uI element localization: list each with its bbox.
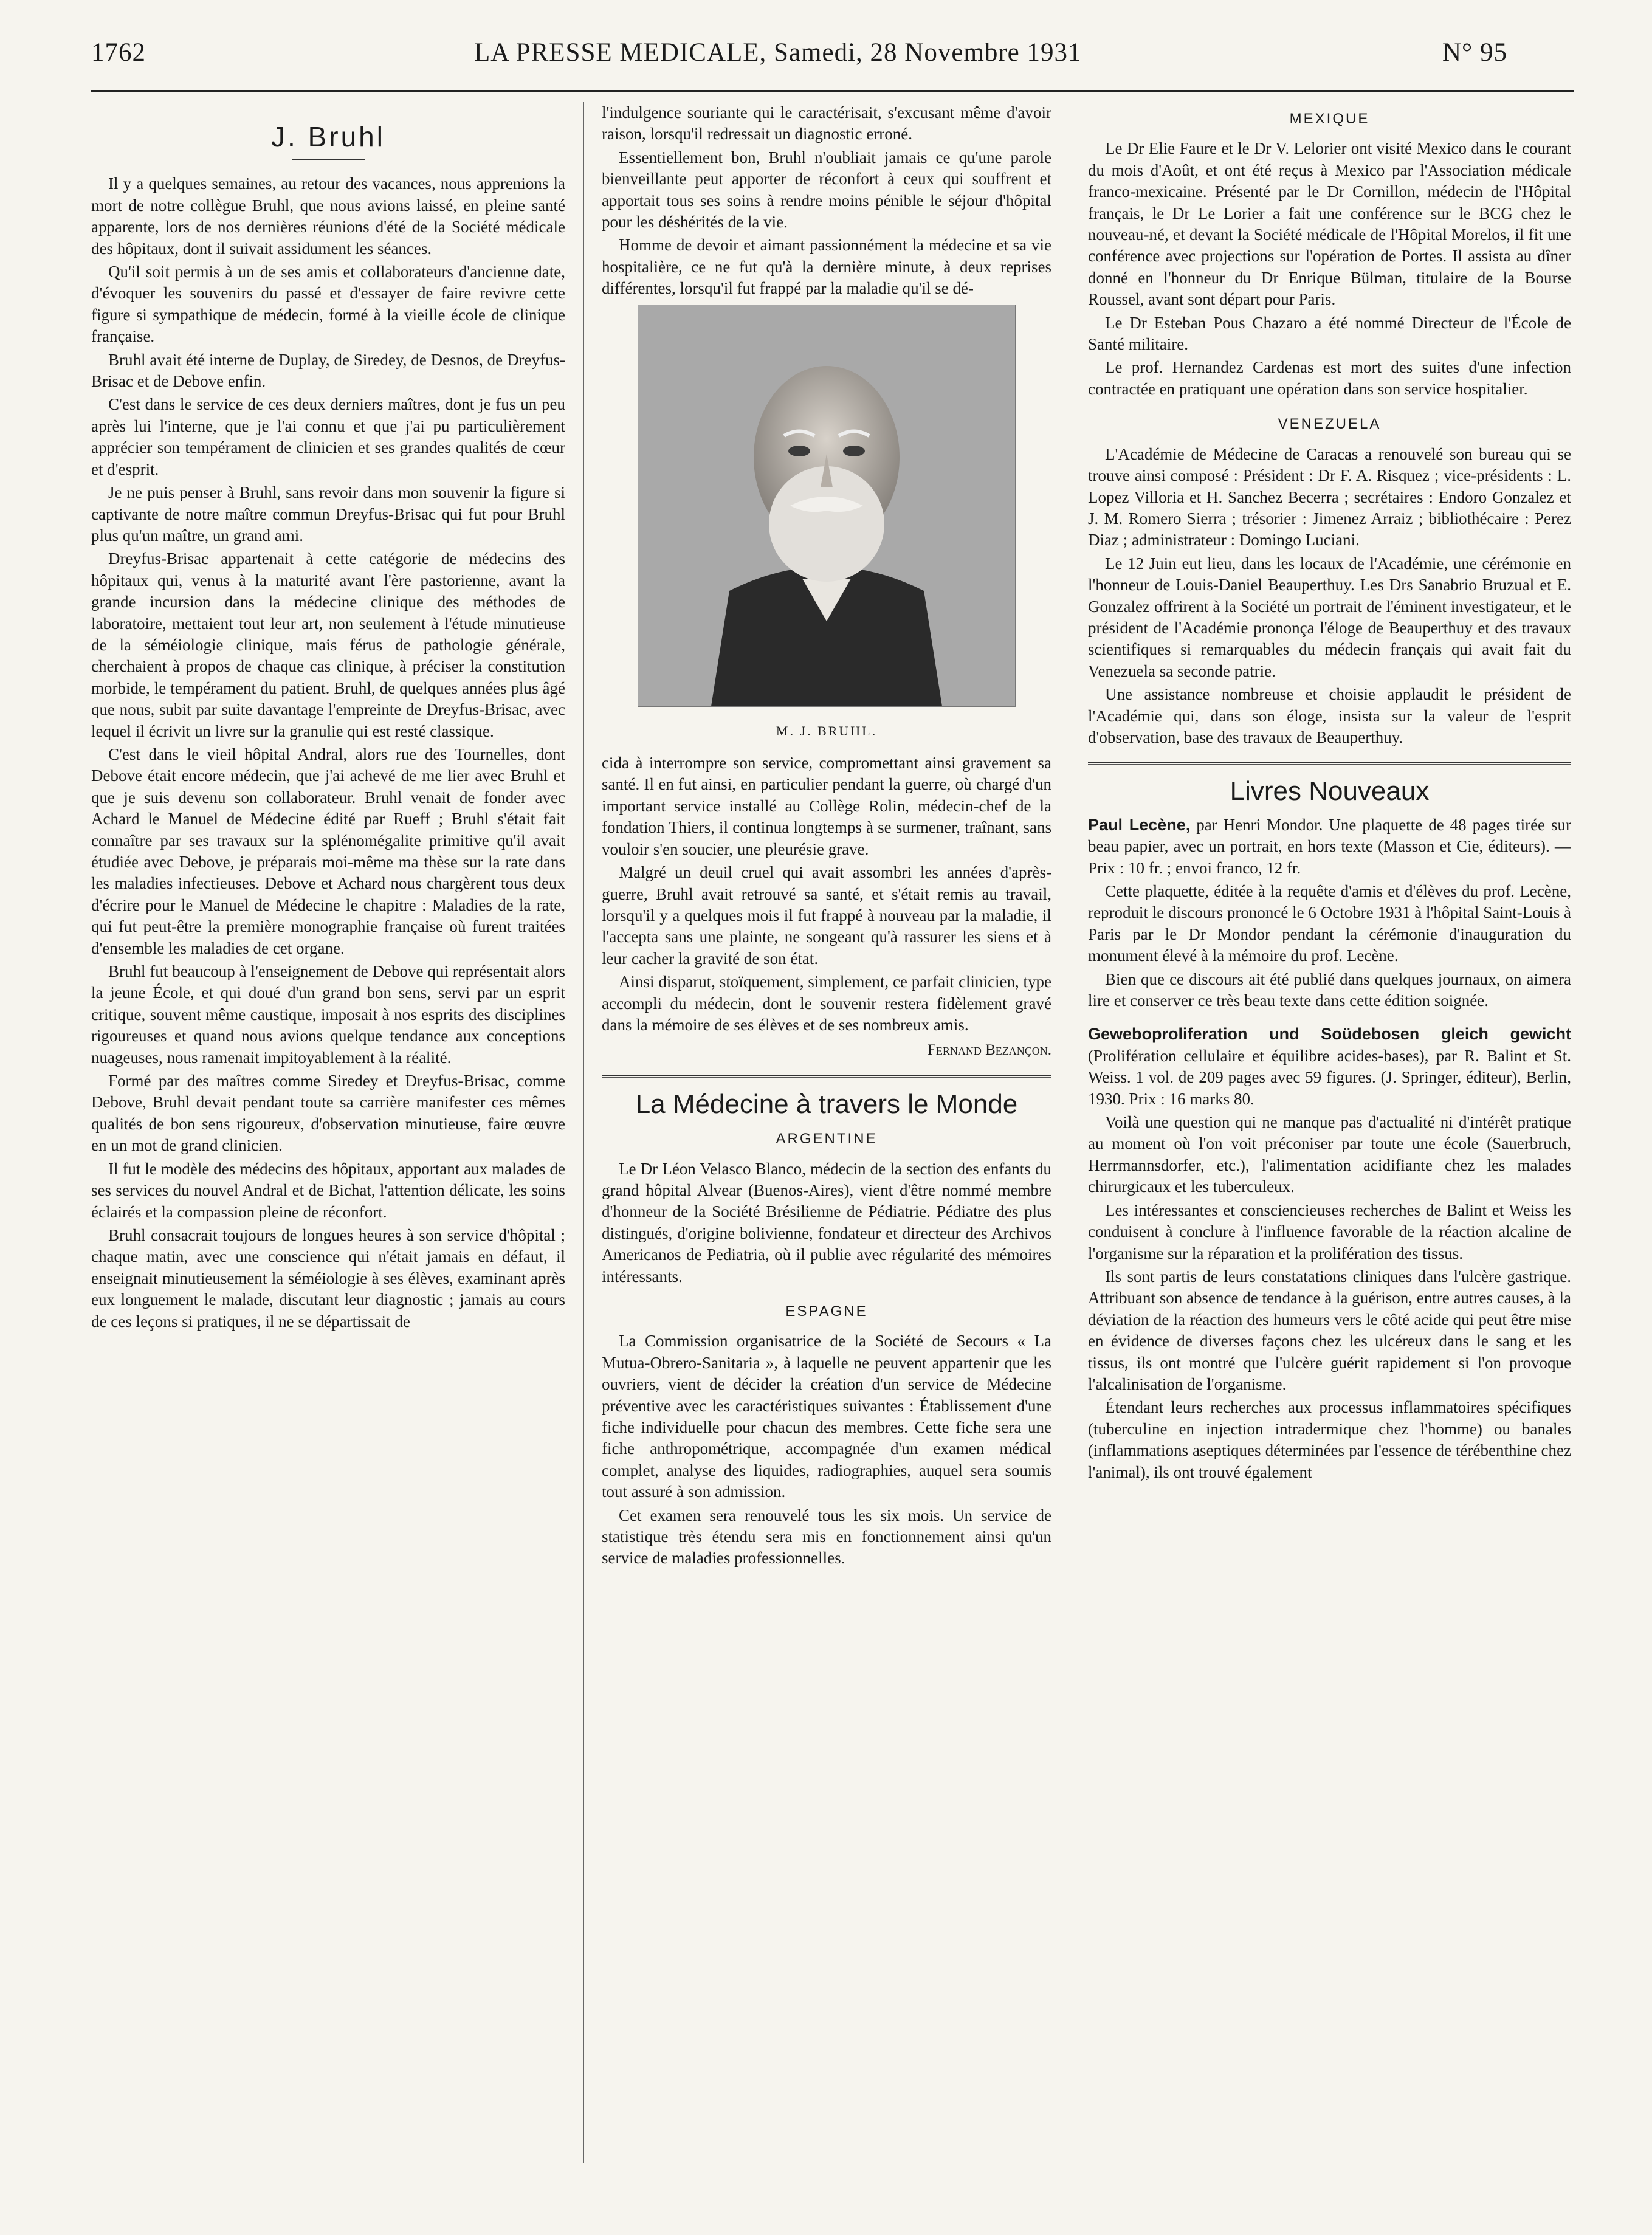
paragraph: Le Dr Esteban Pous Chazaro a été nommé Directeur de l'École de Santé militaire. xyxy=(1088,313,1571,354)
paragraph: Il fut le modèle des médecins des hôpitaux, apportant aux malades de ses services du nouvel Andral et de Bichat, l'attention délicate, les soins éclairés et la compassion pleine de réconfort. xyxy=(91,1159,565,1221)
column-3 xyxy=(1088,102,1571,2169)
paragraph: Essentiellement bon, Bruhl n'oubliait jamais ce qu'une parole bienveillante peut apporter de réconfort à ceux qui souffrent et apportait tous ses soins à rendre moins pénible le séjour d'hôpital pour les déshérités de la vie. xyxy=(602,148,1051,232)
paragraph: Bruhl consacrait toujours de longues heures à son service d'hôpital ; chaque matin, avec une conscience qui n'était jamais en défaut, il enseignait minutieusement la séméiologie à ses élèves, examinant après eux longuement le malade, discutant leur diagnostic ; jamais au cours de ces leçons si pratiques, il ne se départissait de xyxy=(91,1225,565,1331)
paragraph: C'est dans le vieil hôpital Andral, alors rue des Tournelles, dont Debove était encore médecin, que j'ai achevé de me lier avec Bruhl et que je suis devenu son collaborateur. Bruhl venait de fonder avec Achard le Manuel de Médecine édité par Rueff ; Bruhl s'était fait connaître par ses travaux sur la splénomégalite primitive qu'il avait étudiée avec Debove, je préparais moi-même ma thèse sur la rate dans les maladies infectieuses. Debove et Achard nous chargèrent tous deux d'écrire pour le Manuel de Médecine le chapitre : Maladies de la rate, qui fut peut-être la première monographie française où furent traitées d'ensemble les maladies de cet organe. xyxy=(91,745,565,957)
paragraph: Cet examen sera renouvelé tous les six mois. Un service de statistique très étendu sera mis en fonctionnement ainsi qu'un service de maladies professionnelles. xyxy=(602,1506,1051,1568)
paragraph: Formé par des maîtres comme Siredey et Dreyfus-Brisac, comme Debove, Bruhl devait pendant toute sa carrière manifester ces mêmes qualités de bon sens rigoureux, d'observation minutieuse, faire œuvre en un mot de grand clinicien. xyxy=(91,1072,565,1155)
paragraph: l'indulgence souriante qui le caractérisait, s'excusant même d'avoir raison, lorsqu'il redressait un diagnostic erroné. xyxy=(602,103,1051,143)
paragraph: Bruhl avait été interne de Duplay, de Siredey, de Desnos, de Dreyfus-Brisac et de Debove enfin. xyxy=(91,350,565,391)
paragraph: Le prof. Hernandez Cardenas est mort des suites d'une infection contractée en pratiquant une opération dans son service hospitalier. xyxy=(1088,358,1571,398)
paragraph: Le Dr Léon Velasco Blanco, médecin de la section des enfants du grand hôpital Alvear (Buenos-Aires), vient d'être nommé membre d'honneur de la Société Brésilienne de Pédiatrie. Pédiatre des plus distingués, d'origine bolivienne, fondateur et directeur des Archivos Americanos de Pediatria, où il publie avec régularité des mémoires intéressants. xyxy=(602,1159,1051,1286)
paragraph: Cette plaquette, éditée à la requête d'amis et d'élèves du prof. Lecène, reproduit le discours prononcé le 6 Octobre 1931 à l'hôpital Saint-Louis à Paris par le Dr Mondor pendant la cérémonie d'inauguration du monument élevé à la mémoire du prof. Lecène. xyxy=(1088,882,1571,965)
journal-title: LA PRESSE MEDICALE, Samedi, 28 Novembre 1931 xyxy=(474,38,1082,67)
column-divider xyxy=(583,102,584,2163)
header-rule xyxy=(91,90,1574,92)
paragraph: Ils sont partis de leurs constatations cliniques dans l'ulcère gastrique. Attribuant son absence de tendance à la guérison, entre autres causes, à la déviation de la réaction des humeurs vers le côté acide qui peut être mise en évidence de diverses façons chez les ulcéreux dans le sang et les tissus, ils ont montré que l'ulcère guérit rapidement si l'on provoque l'alcalinisation de l'organisme. xyxy=(1088,1267,1571,1393)
paragraph: La Commission organisatrice de la Société de Secours « La Mutua-Obrero-Sanitaria », à laquelle ne peuvent appartenir que les ouvriers, vient de décider la création d'un service de Médecine préventive avec les caractéristiques suivantes : Établissement d'une fiche individuelle pour chacun des membres. Cette fiche sera une fiche anthropométrique, accompagnée d'un examen médical complet, analyse des liquides, radiographies, auquel sera soumis tout assuré à son admission. xyxy=(602,1332,1051,1501)
section-rule xyxy=(1088,762,1571,763)
country-heading-venezuela: VENEZUELA xyxy=(1278,416,1382,433)
article-heading-bruhl: J. Bruhl xyxy=(271,121,385,153)
paragraph: C'est dans le service de ces deux derniers maîtres, dont je fus un peu après lui l'interne, que je l'ai connu et que j'ai pu particulièrement apprécier son tempérament de clinicien et ses grandes qualités de cœur et d'esprit. xyxy=(91,395,565,478)
paragraph: Ainsi disparut, stoïquement, simplement, ce parfait clinicien, type accompli du médecin, dont le souvenir restera fidèlement gravé dans la mémoire de ses élèves et de ses nombreux amis. xyxy=(602,973,1051,1034)
column-2 xyxy=(602,102,1051,2169)
portrait-figure xyxy=(602,305,1051,742)
paragraph: Voilà une question qui ne manque pas d'actualité ni d'intérêt pratique au moment où l'on voit préconiser par toute une école (Sauerbruch, Herrmannsdorfer, etc.), l'alimentation acidifiante chez les malades chirurgicaux et les tuberculeux. xyxy=(1088,1113,1571,1196)
book-title: Paul Lecène, xyxy=(1088,815,1191,834)
paragraph: Bien que ce discours ait été publié dans quelques journaux, on aimera lire et conserver ce très beau texte dans cette édition soignée. xyxy=(1088,969,1571,1010)
paragraph: Il y a quelques semaines, au retour des vacances, nous apprenions la mort de notre collègue Bruhl, que nous avions laissé, en pleine santé apparente, lors de nos dernières réunions d'été de la Société médicale des hôpitaux, dont il suivait assidument les séances. xyxy=(91,174,565,258)
section-rule-thin xyxy=(1088,764,1571,765)
column-1 xyxy=(91,102,565,2169)
paragraph: Qu'il soit permis à un de ses amis et collaborateurs d'ancienne date, d'évoquer les souvenirs du passé et d'essayer de faire revivre cette figure si sympathique de médecin, formé à la vieille école de clinique française. xyxy=(91,263,565,346)
heading-rule xyxy=(292,159,365,160)
paragraph: Homme de devoir et aimant passionnément la médecine et sa vie hospitalière, ce ne fut qu'à la dernière minute, à deux reprises différentes, lorsqu'il fut frappé par la maladie qu'il se dé- xyxy=(602,236,1051,298)
section-rule xyxy=(602,1075,1051,1076)
country-heading-espagne: ESPAGNE xyxy=(785,1303,868,1320)
book-reference: par Henri Mondor. Une plaquette de 48 pages tirée sur beau papier, avec un portrait, en hors texte (Masson et Cie, éditeurs). — Prix : 10 fr. ; envoi franco, 12 fr. xyxy=(1088,815,1571,877)
section-heading-monde: La Médecine à travers le Monde xyxy=(635,1089,1018,1119)
paragraph: Bruhl fut beaucoup à l'enseignement de Debove qui représentait alors la jeune École, et qui doué d'un grand bon sens, servi par un esprit critique, souvent même caustique, imposait à nos esprits des disciplines rigoureuses et quand nous avions quelque tendance aux conceptions nuageuses, nous ramenait impitoyablement à la réalité. xyxy=(91,962,565,1067)
country-heading-argentine: ARGENTINE xyxy=(776,1131,878,1148)
country-heading-mexique: MEXIQUE xyxy=(1289,111,1370,127)
paragraph: Étendant leurs recherches aux processus inflammatoires spécifiques (tuberculine en injection intradermique chez l'homme) ou banales (inflammations aseptiques déterminées par l'essence de térébenthine chez l'animal), ils ont trouvé également xyxy=(1088,1398,1571,1481)
book-entry xyxy=(1088,814,1571,879)
book-reference: (Prolifération cellulaire et équilibre acides-bases), par R. Balint et St. Weiss. 1 vol. de 209 pages avec 59 figures. (J. Springer, éditeur), Berlin, 1930. Prix : 16 marks 80. xyxy=(1088,1046,1571,1108)
paragraph: L'Académie de Médecine de Caracas a renouvelé son bureau qui se trouve ainsi composé : Président : Dr F. A. Risquez ; vice-présidents : L. Lopez Villoria et H. Sanchez Becerra ; secrétaires : Endoro Gonzalez et J. M. Romero Sierra ; trésorier : Jimenez Arraiz ; bibliothécaire : Perez Diaz ; administrateur : Domingo Luciani. xyxy=(1088,444,1571,549)
portrait-caption: M. J. BRUHL. xyxy=(776,723,878,739)
portrait-photo xyxy=(638,305,1016,707)
paragraph: Le 12 Juin eut lieu, dans les locaux de l'Académie, une cérémonie en l'honneur de Louis-Daniel Beauperthuy. Les Drs Sanabrio Bruzual et E. Gonzalez offrirent à la Société un portrait de l'éminent investigateur, et le président de l'Académie prononça l'éloge de Beauperthuy et des travaux scientifiques si remarquables du médecin français qui avait fait du Venezuela sa seconde patrie. xyxy=(1088,554,1571,680)
book-title: Geweboproliferation und Soüdebosen gleich gewicht xyxy=(1088,1025,1571,1044)
paragraph: Le Dr Elie Faure et le Dr V. Lelorier ont visité Mexico dans le courant du mois d'Août, et ont été reçus à Mexico par l'Association médicale franco-mexicaine. Présenté par le Dr Cornillon, médecin de l'Hôpital français, le Dr Le Lorier a fait une conférence sur le BCG chez le nouveau-né, et devant la Société médicale de l'Hôpital Morelos, il fit une conférence avec projections sur l'opération de Portes. Il assista au dîner donné en l'honneur du Dr Enrique Bülman, titulaire de la Bourse Roussel, avant sont départ pour Paris. xyxy=(1088,139,1571,309)
paragraph: Malgré un deuil cruel qui avait assombri les années d'après-guerre, Bruhl avait retrouvé sa santé, et s'était remis au travail, lorsqu'il y a quelques mois il fut frappé à nouveau par la maladie, il l'accepta sans une plainte, ne songeant qu'à rassurer les siens et à leur cacher la gravité de son état. xyxy=(602,863,1051,968)
page-number: 1762 xyxy=(91,38,146,67)
paragraph: Dreyfus-Brisac appartenait à cette catégorie de médecins des hôpitaux qui, venus à la maturité avant l'ère pastorienne, avant la grande incursion dans la médecine clinique des méthodes de laboratoire, mettaient tout leur art, non seulement à l'étude minutieuse de la séméiologie clinique, mais férus de pathologie générale, cherchaient à propos de chaque cas clinique, à préciser la constitution morbide, le tempérament du patient. Bruhl, de quelques années plus âgé que nous, subit par suite davantage l'empreinte de Dreyfus-Brisac, avec lequel il écrivit un livre sur la granulie qui est resté classique. xyxy=(91,549,565,740)
masthead xyxy=(91,32,1507,80)
paragraph: cida à interrompre son service, compromettant ainsi gravement sa santé. Il en fut ainsi, en particulier pendant la guerre, où chargé d'un important service installé au Collège Rolin, médecin-chef de la fondation Thiers, il continua longtemps à se surmener, traînant, sans vouloir s'en soucier, une pleurésie grave. xyxy=(602,754,1051,858)
article-signature: Fernand Bezançon. xyxy=(927,1042,1051,1059)
section-heading-livres: Livres Nouveaux xyxy=(1230,776,1430,807)
paragraph: Je ne puis penser à Bruhl, sans revoir dans mon souvenir la figure si captivante de notre maître commun Dreyfus-Brisac qui fut pour Bruhl plus qu'un maître, un grand ami. xyxy=(91,483,565,545)
book-entry xyxy=(1088,1024,1571,1110)
section-rule-thin xyxy=(602,1077,1051,1078)
portrait-illustration xyxy=(638,305,1015,706)
paragraph: Une assistance nombreuse et choisie applaudit le président de l'Académie qui, dans son éloge, insista sur la valeur de l'esprit d'observation, base des travaux de Beauperthuy. xyxy=(1088,685,1571,746)
issue-number: N° 95 xyxy=(1442,38,1507,67)
paragraph: Les intéressantes et consciencieuses recherches de Balint et Weiss les conduisent à conclure à l'influence favorable de la réaction alcaline de l'organisme sur la réparation et la prolifération des tissus. xyxy=(1088,1200,1571,1262)
